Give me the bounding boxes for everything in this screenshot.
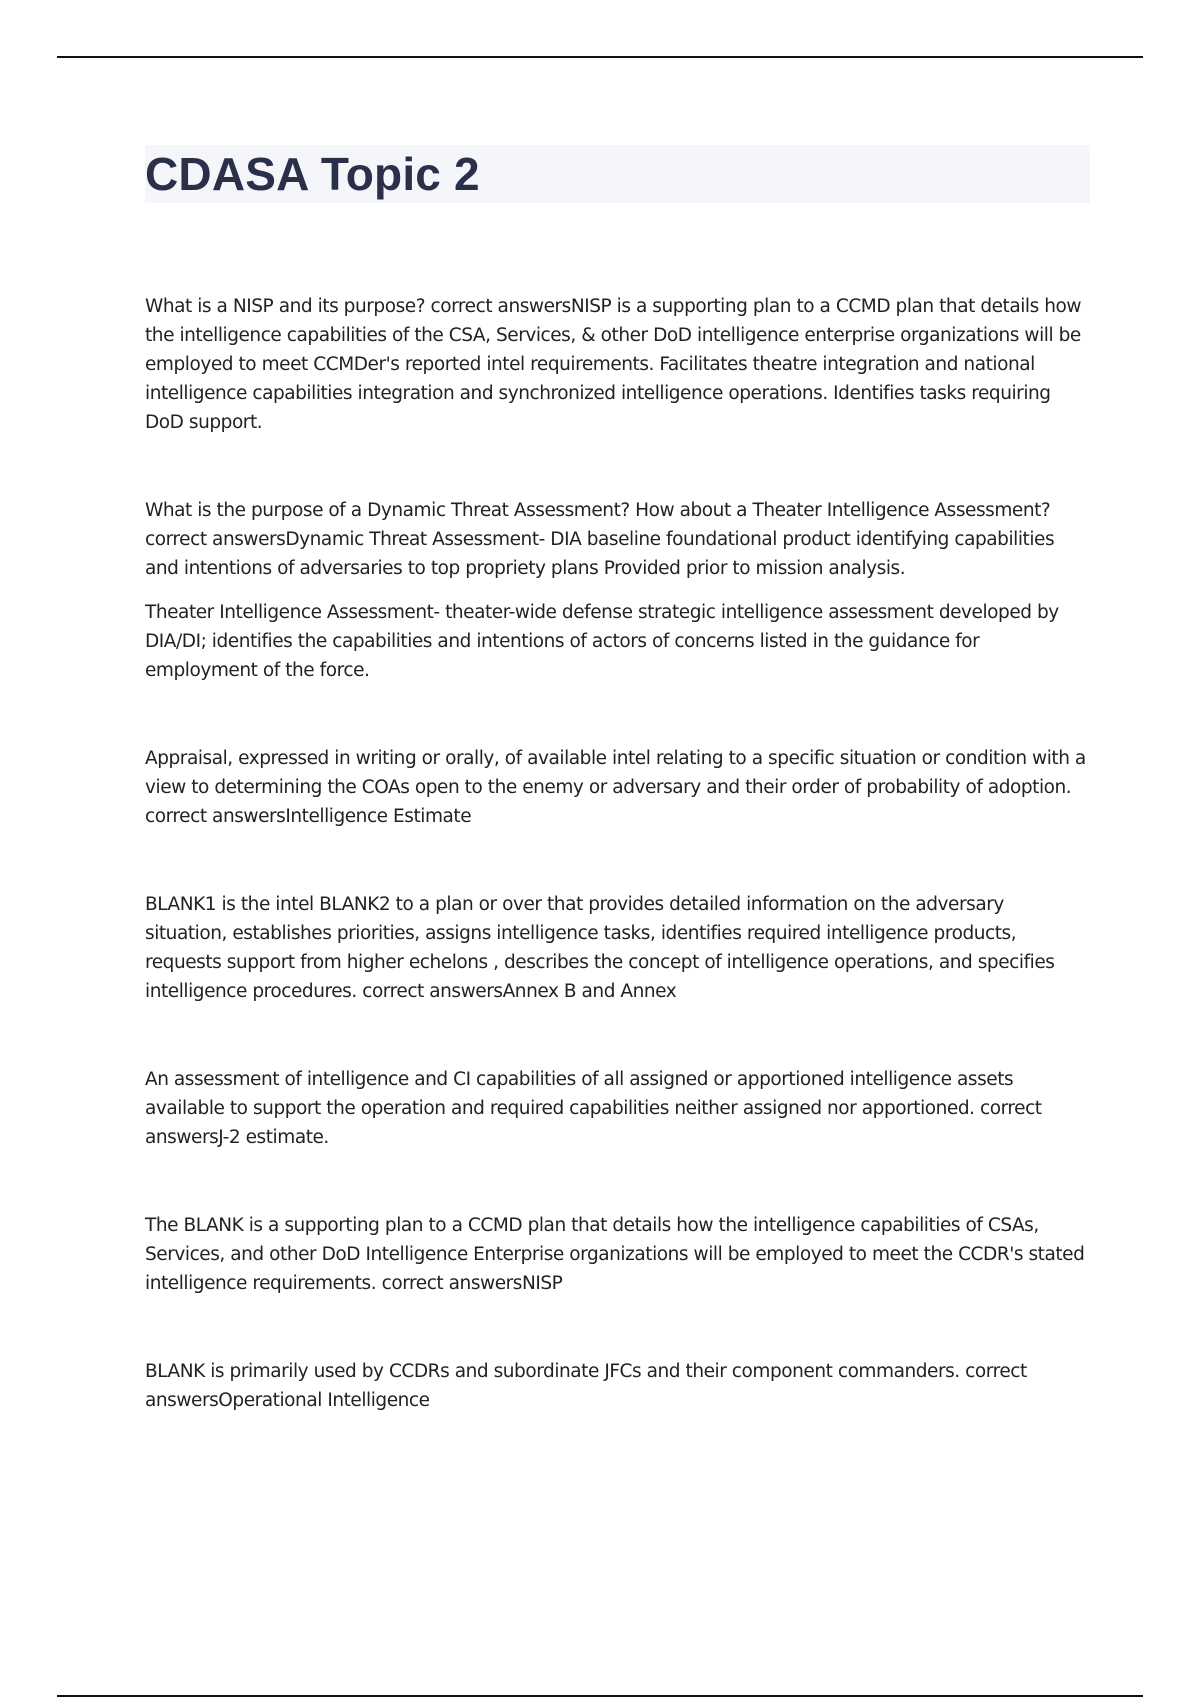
qa-entry-4-text: BLANK1 is the intel BLANK2 to a plan or over that provides detailed information on the adversary situation, establishes priorities, assigns intelligence tasks, identifies required intelligence products, requests support from higher echelons , describes the concept of intelligence operations, and specifies intelligence procedures. correct answersAnnex B and Annex bbox=[145, 894, 1055, 1002]
qa-entry-2-continuation: Theater Intelligence Assessment- theater-wide defense strategic intelligence assessment developed by DIA/DI; identifies the capabilities and intentions of actors of concerns listed in the guidance for employment of the force. bbox=[145, 602, 1059, 681]
qa-entry-4 bbox=[145, 890, 1090, 1006]
qa-entry-7-text: BLANK is primarily used by CCDRs and subordinate JFCs and their component commanders. correct answersOperational Intelligence bbox=[145, 1361, 1027, 1411]
qa-entry-1-text: What is a NISP and its purpose? correct answersNISP is a supporting plan to a CCMD plan that details how the intelligence capabilities of the CSA, Services, & other DoD intelligence enterprise organizations will be employed to meet CCMDer's reported intel requirements. Facilitates theatre integration and national intelligence capabilities integration and synchronized intelligence operations. Identifies tasks requiring DoD support. bbox=[145, 296, 1082, 433]
qa-entry-2-text: What is the purpose of a Dynamic Threat Assessment? How about a Theater Intelligence Assessment? correct answersDynamic Threat Assessment- DIA baseline foundational product identifying capabilities and intentions of adversaries to top propriety plans Provided prior to mission analysis. bbox=[145, 500, 1055, 579]
document-content bbox=[145, 292, 1090, 1474]
qa-entry-1 bbox=[145, 292, 1090, 437]
qa-entry-7 bbox=[145, 1357, 1090, 1415]
qa-entry-5-text: An assessment of intelligence and CI capabilities of all assigned or apportioned intelligence assets available to support the operation and required capabilities neither assigned nor apportioned. correct answersJ-2 estimate. bbox=[145, 1069, 1042, 1148]
top-rule bbox=[57, 56, 1143, 58]
qa-entry-6 bbox=[145, 1211, 1090, 1298]
qa-entry-2 bbox=[145, 496, 1090, 685]
qa-entry-3-text: Appraisal, expressed in writing or orally, of available intel relating to a specific situation or condition with a view to determining the COAs open to the enemy or adversary and their order of probability of adoption. correct answersIntelligence Estimate bbox=[145, 748, 1086, 827]
bottom-rule bbox=[57, 1695, 1143, 1697]
qa-entry-5 bbox=[145, 1065, 1090, 1152]
qa-entry-3 bbox=[145, 744, 1090, 831]
qa-entry-6-text: The BLANK is a supporting plan to a CCMD plan that details how the intelligence capabilities of CSAs, Services, and other DoD Intelligence Enterprise organizations will be employed to meet the CCDR's stated intelligence requirements. correct answersNISP bbox=[145, 1215, 1085, 1294]
document-title: CDASA Topic 2 bbox=[145, 148, 480, 200]
